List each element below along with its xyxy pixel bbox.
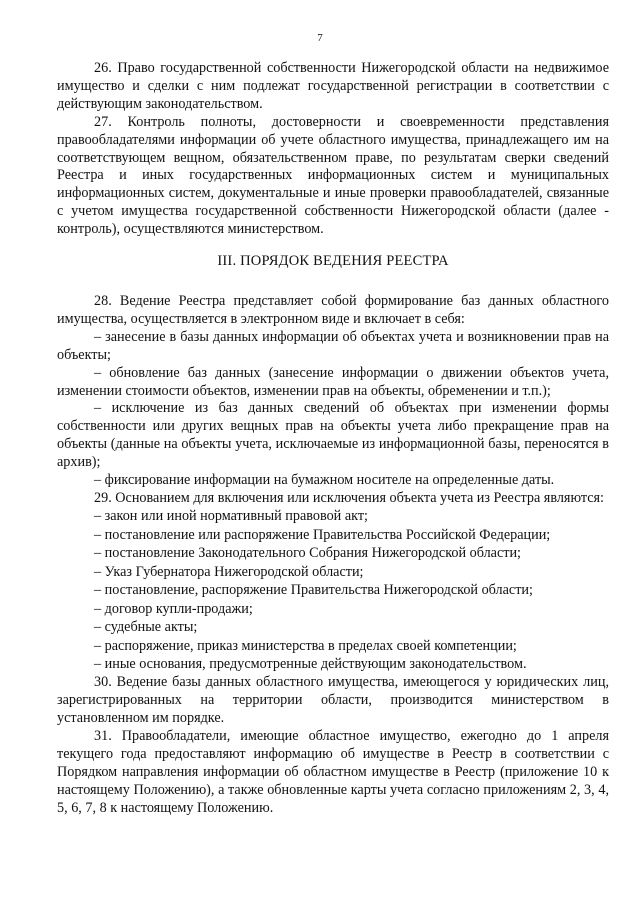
paragraph-30: 30. Ведение базы данных областного имущества, имеющегося у юридических лиц, зарегистрированных на территории области, производится министерством в установленном им порядке. — [57, 674, 609, 727]
page-number: 7 — [317, 32, 323, 44]
paragraph-29-item-2: – постановление или распоряжение Правительства Российской Федерации; — [94, 526, 551, 543]
paragraph-28-item-2: – обновление баз данных (занесение информации о движении объектов учета, изменении стоимости объектов, изменении прав на объекты, обременении и т.п.); — [57, 364, 609, 399]
paragraph-31: 31. Правообладатели, имеющие областное имущество, ежегодно до 1 апреля текущего года предоставляют информацию об имуществе в Реестр в соответствии с Порядком направления информации об областном имуществе в Реестр (приложение 10 к настоящему Положению), а также обновленные карты учета согласно приложениям 2, 3, 4, 5, 6, 7, 8 к настоящему Положению. — [57, 728, 609, 816]
paragraph-29-item-9: – иные основания, предусмотренные действующим законодательством. — [94, 656, 527, 673]
paragraph-28: 28. Ведение Реестра представляет собой формирование баз данных областного имущества, осуществляется в электронном виде и включает в себя: — [57, 292, 609, 327]
paragraph-27: 27. Контроль полноты, достоверности и своевременности представления правообладателями информации об учете областного имущества, принадлежащего им на соответствующем вещном, обязательственном праве, по результатам сверки сведений Реестра и иных государственных информационных систем и муниципальных информационных систем, документальные и иные проверки правообладателей, связанные с учетом имущества государственной собственности Нижегородской области (далее - контроль), осуществляются министерством. — [57, 113, 609, 238]
paragraph-29-item-8: – распоряжение, приказ министерства в пределах своей компетенции; — [94, 637, 517, 654]
paragraph-29-item-6: – договор купли-продажи; — [94, 600, 253, 617]
paragraph-29-item-7: – судебные акты; — [94, 619, 198, 636]
paragraph-29-item-1: – закон или иной нормативный правовой акт; — [94, 508, 368, 525]
paragraph-29-item-4: – Указ Губернатора Нижегородской области; — [94, 563, 364, 580]
paragraph-28-item-3: – исключение из баз данных сведений об объектах при изменении формы собственности или других вещных прав на объекты учета либо прекращение прав на объекты (данные на объекты учета, исключаемые из информационной базы, переносятся в архив); — [57, 400, 609, 471]
document-body — [57, 60, 609, 818]
paragraph-29-item-3: – постановление Законодательного Собрания Нижегородской области; — [94, 545, 521, 562]
paragraph-28-item-1: – занесение в базы данных информации об объектах учета и возникновении прав на объекты; — [57, 328, 609, 363]
paragraph-28-item-4: – фиксирование информации на бумажном носителе на определенные даты. — [94, 472, 555, 489]
paragraph-29-item-5: – постановление, распоряжение Правительства Нижегородской области; — [94, 582, 533, 599]
section-heading: III. ПОРЯДОК ВЕДЕНИЯ РЕЕСТРА — [217, 253, 449, 270]
paragraph-26: 26. Право государственной собственности Нижегородской области на недвижимое имущество и сделки с ним подлежат государственной регистрации в соответствии с действующим законодательством. — [57, 60, 609, 112]
paragraph-29: 29. Основанием для включения или исключения объекта учета из Реестра являются: — [94, 489, 604, 506]
